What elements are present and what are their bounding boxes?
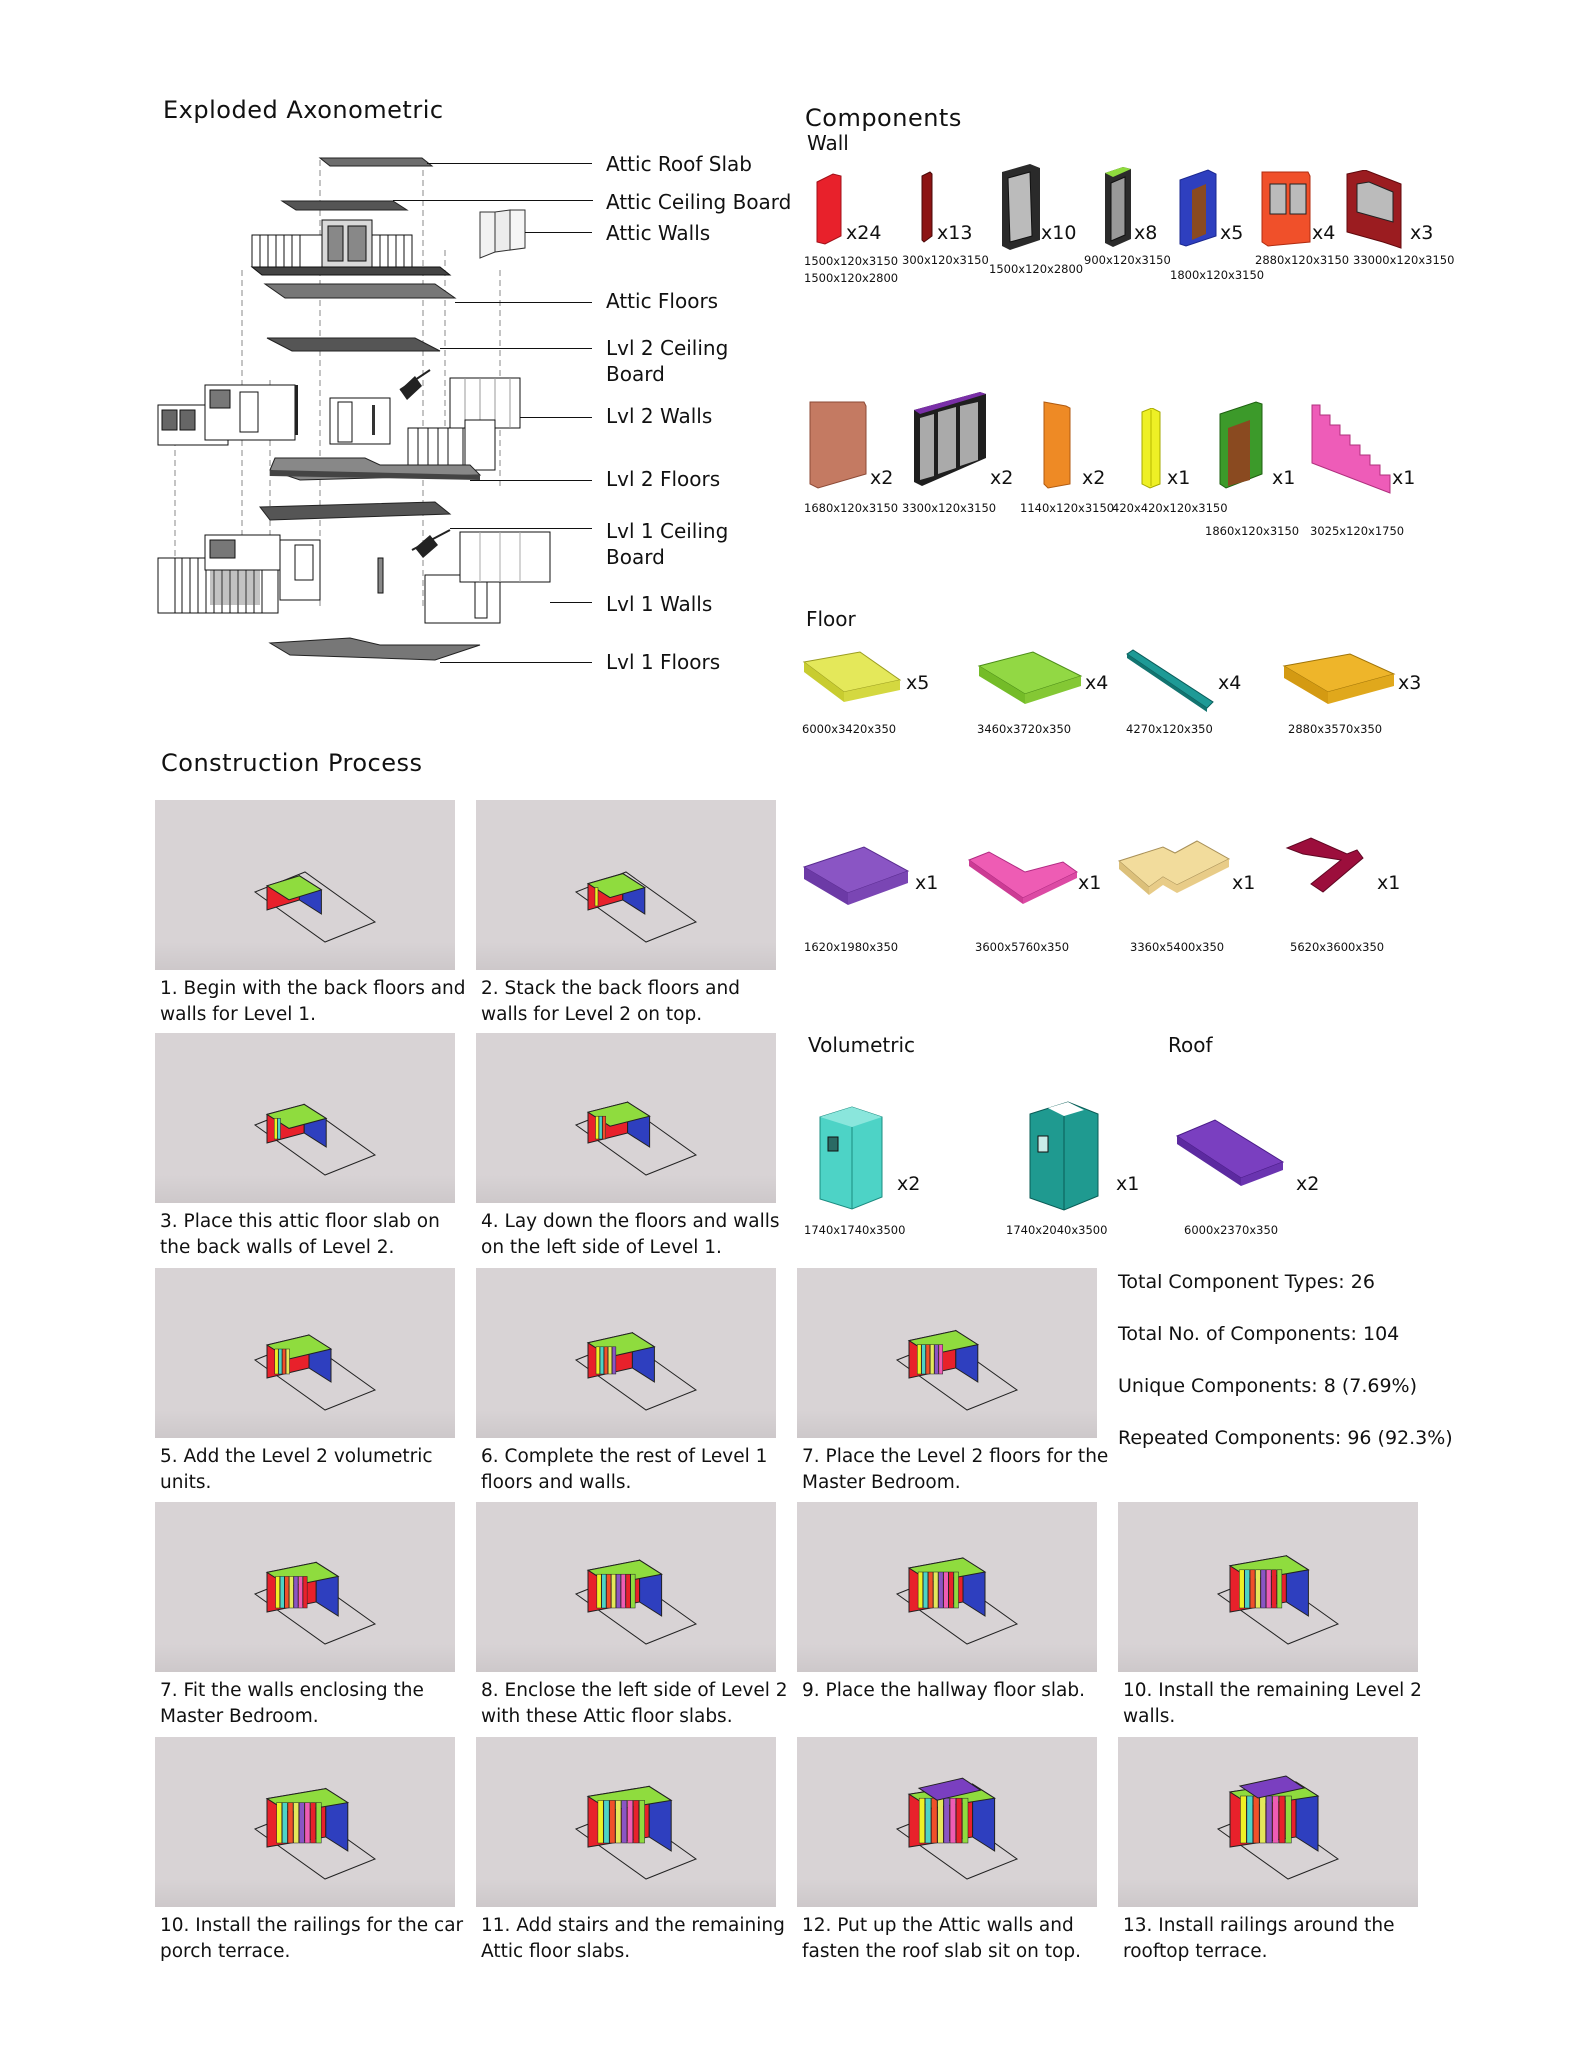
components-heading: Components <box>805 104 962 132</box>
floor-dims-6: 3600x5760x350 <box>975 940 1070 954</box>
floor-heading: Floor <box>806 607 856 631</box>
step-8-caption: 7. Fit the walls enclosing the Master Bedroom. <box>160 1680 424 1727</box>
step-13-model <box>476 1737 776 1907</box>
step-14-thumbnail <box>797 1737 1097 1907</box>
step-1-model <box>155 800 455 970</box>
step-11-model <box>1118 1502 1418 1672</box>
wall-qty-11: x1 <box>1167 467 1191 489</box>
wall-qty-4: x8 <box>1134 222 1158 244</box>
step-7-thumbnail <box>797 1268 1097 1438</box>
step-14-caption: 12. Put up the Attic walls and fasten the roof slab sit on top. <box>802 1915 1081 1962</box>
step-1-caption: 1. Begin with the back floors and walls for Level 1. <box>160 978 466 1025</box>
wall-qty-10: x2 <box>1082 467 1106 489</box>
wall-dims-3: 1500x120x2800 <box>989 262 1084 276</box>
wall-qty-2: x13 <box>937 222 973 244</box>
leader-attic-ceiling-board <box>393 200 593 201</box>
wall-component-13 <box>1310 403 1392 495</box>
step-4-model <box>476 1033 776 1203</box>
floor-dims-7: 3360x5400x350 <box>1130 940 1225 954</box>
roof-dims-1: 6000x2370x350 <box>1184 1223 1279 1237</box>
floor-component-2 <box>975 650 1085 710</box>
leader-lvl1-ceiling <box>450 528 592 529</box>
callout-lvl1-ceiling-board: Lvl 1 Ceiling Board <box>606 519 729 569</box>
wall-component-9 <box>912 390 988 490</box>
wall-dims-7: 33000x120x3150 <box>1353 253 1455 267</box>
lvl2-ceiling-board-drawing <box>267 338 440 351</box>
wall-dims-2: 300x120x3150 <box>902 253 989 267</box>
floor-qty-5: x1 <box>915 872 939 894</box>
step-7-model <box>797 1268 1097 1438</box>
wall-qty-12: x1 <box>1272 467 1296 489</box>
wall-dims-5: 1800x120x3150 <box>1170 268 1265 282</box>
wall-component-4 <box>1103 165 1133 250</box>
step-13-thumbnail <box>476 1737 776 1907</box>
lvl1-floors-drawing <box>270 638 480 660</box>
attic-roof-slab-drawing <box>320 158 432 166</box>
wall-qty-3: x10 <box>1041 222 1077 244</box>
stat-unique-components: Unique Components: 8 (7.69%) <box>1118 1375 1418 1397</box>
roof-qty-1: x2 <box>1296 1173 1320 1195</box>
wall-dims-9: 3300x120x3150 <box>902 501 997 515</box>
step-3-thumbnail <box>155 1033 455 1203</box>
step-5-model <box>155 1268 455 1438</box>
step-14-model <box>797 1737 1097 1907</box>
wall-qty-5: x5 <box>1220 222 1244 244</box>
floor-dims-3: 4270x120x350 <box>1126 722 1213 736</box>
step-12-model <box>155 1737 455 1907</box>
wall-component-12 <box>1218 400 1264 490</box>
attic-walls-drawing <box>252 210 525 275</box>
callout-attic-roof-slab: Attic Roof Slab <box>606 152 752 176</box>
volumetric-qty-2: x1 <box>1116 1173 1140 1195</box>
step-9-caption: 8. Enclose the left side of Level 2 with these Attic floor slabs. <box>481 1680 788 1727</box>
leader-lvl2-floors <box>470 480 592 481</box>
floor-component-8 <box>1285 836 1365 904</box>
step-1-thumbnail <box>155 800 455 970</box>
step-4-caption: 4. Lay down the floors and walls on the left side of Level 1. <box>481 1211 780 1258</box>
floor-qty-3: x4 <box>1218 672 1242 694</box>
wall-dims-12: 1860x120x3150 <box>1205 524 1300 538</box>
wall-qty-6: x4 <box>1312 222 1336 244</box>
floor-dims-2: 3460x3720x350 <box>977 722 1072 736</box>
leader-attic-walls <box>525 232 592 233</box>
step-15-model <box>1118 1737 1418 1907</box>
leader-lvl1-floors <box>440 662 592 663</box>
callout-attic-floors: Attic Floors <box>606 289 719 313</box>
floor-component-3 <box>1125 648 1217 712</box>
floor-component-1 <box>800 650 906 710</box>
lvl1-ceiling-board-drawing <box>260 502 450 520</box>
leader-lvl1-walls <box>550 602 592 603</box>
floor-dims-5: 1620x1980x350 <box>804 940 899 954</box>
step-10-thumbnail <box>797 1502 1097 1672</box>
step-8-model <box>155 1502 455 1672</box>
attic-floors-drawing <box>265 284 455 298</box>
wall-component-5 <box>1178 168 1220 248</box>
volumetric-heading: Volumetric <box>808 1033 916 1057</box>
attic-ceiling-board-drawing <box>282 201 407 210</box>
wall-qty-9: x2 <box>990 467 1014 489</box>
wall-dims-1: 1500x120x3150 1500x120x2800 <box>804 254 899 285</box>
construction-process-heading: Construction Process <box>161 749 423 777</box>
wall-component-7 <box>1345 170 1403 250</box>
volumetric-component-1 <box>818 1105 886 1213</box>
step-5-caption: 5. Add the Level 2 volumetric units. <box>160 1446 433 1493</box>
floor-dims-4: 2880x3570x350 <box>1288 722 1383 736</box>
floor-component-6 <box>965 848 1079 908</box>
step-15-thumbnail <box>1118 1737 1418 1907</box>
step-4-thumbnail <box>476 1033 776 1203</box>
leader-attic-floors <box>455 302 592 303</box>
step-3-model <box>155 1033 455 1203</box>
stat-repeated-components: Repeated Components: 96 (92.3%) <box>1118 1427 1453 1449</box>
floor-qty-6: x1 <box>1078 872 1102 894</box>
step-10-model <box>797 1502 1097 1672</box>
step-9-model <box>476 1502 776 1672</box>
step-15-caption: 13. Install railings around the rooftop terrace. <box>1123 1915 1395 1962</box>
callout-attic-ceiling-board: Attic Ceiling Board <box>606 190 792 214</box>
wall-heading: Wall <box>807 131 849 155</box>
step-2-caption: 2. Stack the back floors and walls for Level 2 on top. <box>481 978 740 1025</box>
wall-component-6 <box>1260 168 1312 248</box>
step-10-caption: 9. Place the hallway floor slab. <box>802 1680 1085 1701</box>
step-2-model <box>476 800 776 970</box>
step-8-thumbnail <box>155 1502 455 1672</box>
step-2-thumbnail <box>476 800 776 970</box>
wall-qty-1: x24 <box>846 222 882 244</box>
step-7-caption: 7. Place the Level 2 floors for the Master Bedroom. <box>802 1446 1109 1493</box>
callout-lvl2-floors: Lvl 2 Floors <box>606 467 721 491</box>
floor-component-7 <box>1115 833 1233 913</box>
wall-qty-8: x2 <box>870 467 894 489</box>
step-13-caption: 11. Add stairs and the remaining Attic floor slabs. <box>481 1915 785 1962</box>
wall-component-3 <box>1000 162 1042 252</box>
wall-component-10 <box>1040 400 1074 490</box>
stat-total-components: Total No. of Components: 104 <box>1118 1323 1400 1345</box>
callout-attic-walls: Attic Walls <box>606 221 711 245</box>
roof-heading: Roof <box>1168 1033 1213 1057</box>
volumetric-dims-1: 1740x1740x3500 <box>804 1223 906 1237</box>
leader-lvl2-walls <box>520 417 592 418</box>
floor-component-4 <box>1280 652 1398 712</box>
wall-dims-8: 1680x120x3150 <box>804 501 899 515</box>
wall-dims-13: 3025x120x1750 <box>1310 524 1405 538</box>
callout-lvl1-walls: Lvl 1 Walls <box>606 592 713 616</box>
floor-qty-8: x1 <box>1377 872 1401 894</box>
stat-component-types: Total Component Types: 26 <box>1118 1271 1375 1293</box>
step-6-caption: 6. Complete the rest of Level 1 floors and walls. <box>481 1446 768 1493</box>
wall-dims-10: 1140x120x3150 <box>1020 501 1115 515</box>
wall-dims-11: 420x420x120x3150 <box>1112 501 1228 515</box>
step-11-thumbnail <box>1118 1502 1418 1672</box>
step-6-model <box>476 1268 776 1438</box>
lvl1-walls-drawing <box>158 530 550 623</box>
exploded-axonometric-drawing <box>150 140 610 680</box>
step-12-thumbnail <box>155 1737 455 1907</box>
exploded-axonometric-heading: Exploded Axonometric <box>163 96 444 124</box>
wall-component-1 <box>815 170 845 245</box>
leader-attic-roof-slab <box>427 163 592 164</box>
volumetric-dims-2: 1740x2040x3500 <box>1006 1223 1108 1237</box>
callout-lvl1-floors: Lvl 1 Floors <box>606 650 721 674</box>
step-9-thumbnail <box>476 1502 776 1672</box>
wall-component-8 <box>808 400 870 490</box>
callout-lvl2-walls: Lvl 2 Walls <box>606 404 713 428</box>
floor-dims-1: 6000x3420x350 <box>802 722 897 736</box>
step-12-caption: 10. Install the railings for the car porch terrace. <box>160 1915 464 1962</box>
volumetric-component-2 <box>1028 1100 1102 1212</box>
wall-dims-6: 2880x120x3150 <box>1255 253 1350 267</box>
wall-component-2 <box>920 170 936 245</box>
floor-qty-7: x1 <box>1232 872 1256 894</box>
floor-qty-1: x5 <box>906 672 930 694</box>
wall-component-11 <box>1140 408 1162 490</box>
step-3-caption: 3. Place this attic floor slab on the back walls of Level 2. <box>160 1211 440 1258</box>
roof-component-1 <box>1175 1118 1287 1190</box>
callout-lvl2-ceiling-board: Lvl 2 Ceiling Board <box>606 336 729 386</box>
lvl2-walls-drawing <box>158 370 520 470</box>
floor-component-5 <box>800 845 910 909</box>
floor-dims-8: 5620x3600x350 <box>1290 940 1385 954</box>
step-5-thumbnail <box>155 1268 455 1438</box>
wall-qty-7: x3 <box>1410 222 1434 244</box>
leader-lvl2-ceiling <box>440 348 592 349</box>
wall-dims-4: 900x120x3150 <box>1084 253 1171 267</box>
step-11-caption: 10. Install the remaining Level 2 walls. <box>1123 1680 1422 1727</box>
step-6-thumbnail <box>476 1268 776 1438</box>
floor-qty-4: x3 <box>1398 672 1422 694</box>
wall-qty-13: x1 <box>1392 467 1416 489</box>
volumetric-qty-1: x2 <box>897 1173 921 1195</box>
floor-qty-2: x4 <box>1085 672 1109 694</box>
